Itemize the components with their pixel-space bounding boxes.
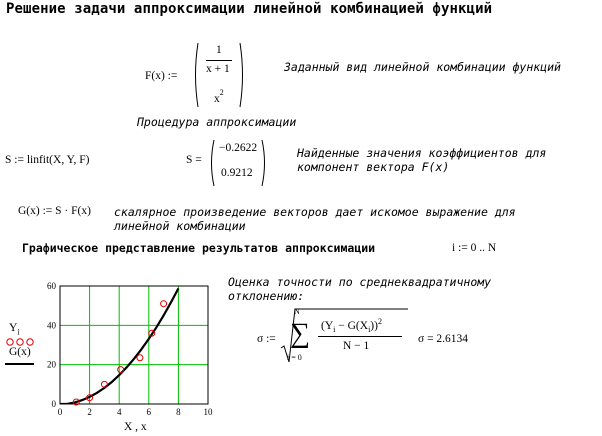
comment-scalar-line1: скалярное произведение векторов дает искомое выражение для	[114, 205, 516, 219]
sigma-fraction-bar	[318, 336, 402, 337]
graph-header: Графическое представление результатов аппроксимации	[22, 241, 376, 255]
sum-icon: ∑	[290, 318, 310, 349]
x-axis-label: X , x	[124, 421, 147, 433]
sigma-lhs: σ :=	[257, 333, 276, 345]
def-F-den: x + 1	[206, 63, 230, 75]
sigma-numerator: $(Y_i - G(X_i))^2$	[321, 317, 382, 335]
x-tick-label: 8	[176, 407, 181, 417]
comment-coeffs-line2: компонент вектора F(x)	[297, 160, 450, 174]
legend-y-label: $Y_i$	[9, 322, 20, 337]
x-tick-label: 4	[116, 407, 122, 417]
S-value-1: 0.9212	[221, 167, 253, 179]
data-point	[137, 355, 143, 361]
comment-coeffs-line1: Найденные значения коэффициентов для	[297, 146, 547, 160]
right-paren	[239, 42, 246, 108]
legend-g-label: G(x)	[9, 346, 31, 358]
x-tick-label: 6	[146, 407, 152, 417]
comment-scalar-line2: линейной комбинации	[114, 219, 246, 233]
left-paren	[192, 42, 199, 108]
sigma-result: σ = 2.6134	[418, 333, 469, 345]
S-value-0: −0.2622	[219, 142, 258, 154]
x-tick-label: 10	[203, 407, 213, 417]
plot-frame	[60, 286, 208, 404]
comment-accuracy-line2: отклонению:	[228, 289, 305, 303]
y-tick-label: 20	[47, 359, 56, 370]
comment-procedure: Процедура аппроксимации	[137, 115, 297, 129]
def-F-row2: $x^2$	[214, 88, 224, 105]
S-result-vector	[208, 139, 268, 187]
data-point	[161, 301, 167, 307]
right-paren	[261, 139, 268, 187]
def-F-vector	[192, 42, 246, 108]
y-tick-label: 0	[51, 399, 56, 409]
fraction-bar	[206, 60, 232, 61]
page-title: Решение задачи аппроксимации линейной комбинацией функций	[6, 1, 493, 17]
def-F-lhs: F(x) :=	[145, 70, 178, 82]
comment-basis: Заданный вид линейной комбинации функций	[284, 60, 561, 74]
x-tick-label: 2	[87, 407, 92, 417]
approximation-chart	[0, 276, 226, 436]
linfit-def: S := linfit(X, Y, F)	[5, 154, 90, 166]
data-point	[101, 381, 107, 387]
left-paren	[208, 139, 215, 187]
data-point	[118, 367, 124, 373]
x-tick-label: 0	[57, 407, 63, 417]
sigma-denominator: N − 1	[343, 340, 370, 352]
comment-accuracy-line1: Оценка точности по среднеквадратичному	[228, 275, 492, 289]
y-tick-label: 60	[47, 281, 56, 291]
def-G: G(x) := S · F(x)	[18, 205, 91, 217]
S-result-lhs: S =	[186, 154, 202, 166]
y-tick-label: 40	[47, 320, 56, 331]
sum-upper: N	[294, 307, 300, 316]
def-F-num: 1	[216, 44, 222, 56]
range-def: i := 0 .. N	[452, 242, 497, 254]
sum-lower: i = 0	[287, 353, 302, 362]
